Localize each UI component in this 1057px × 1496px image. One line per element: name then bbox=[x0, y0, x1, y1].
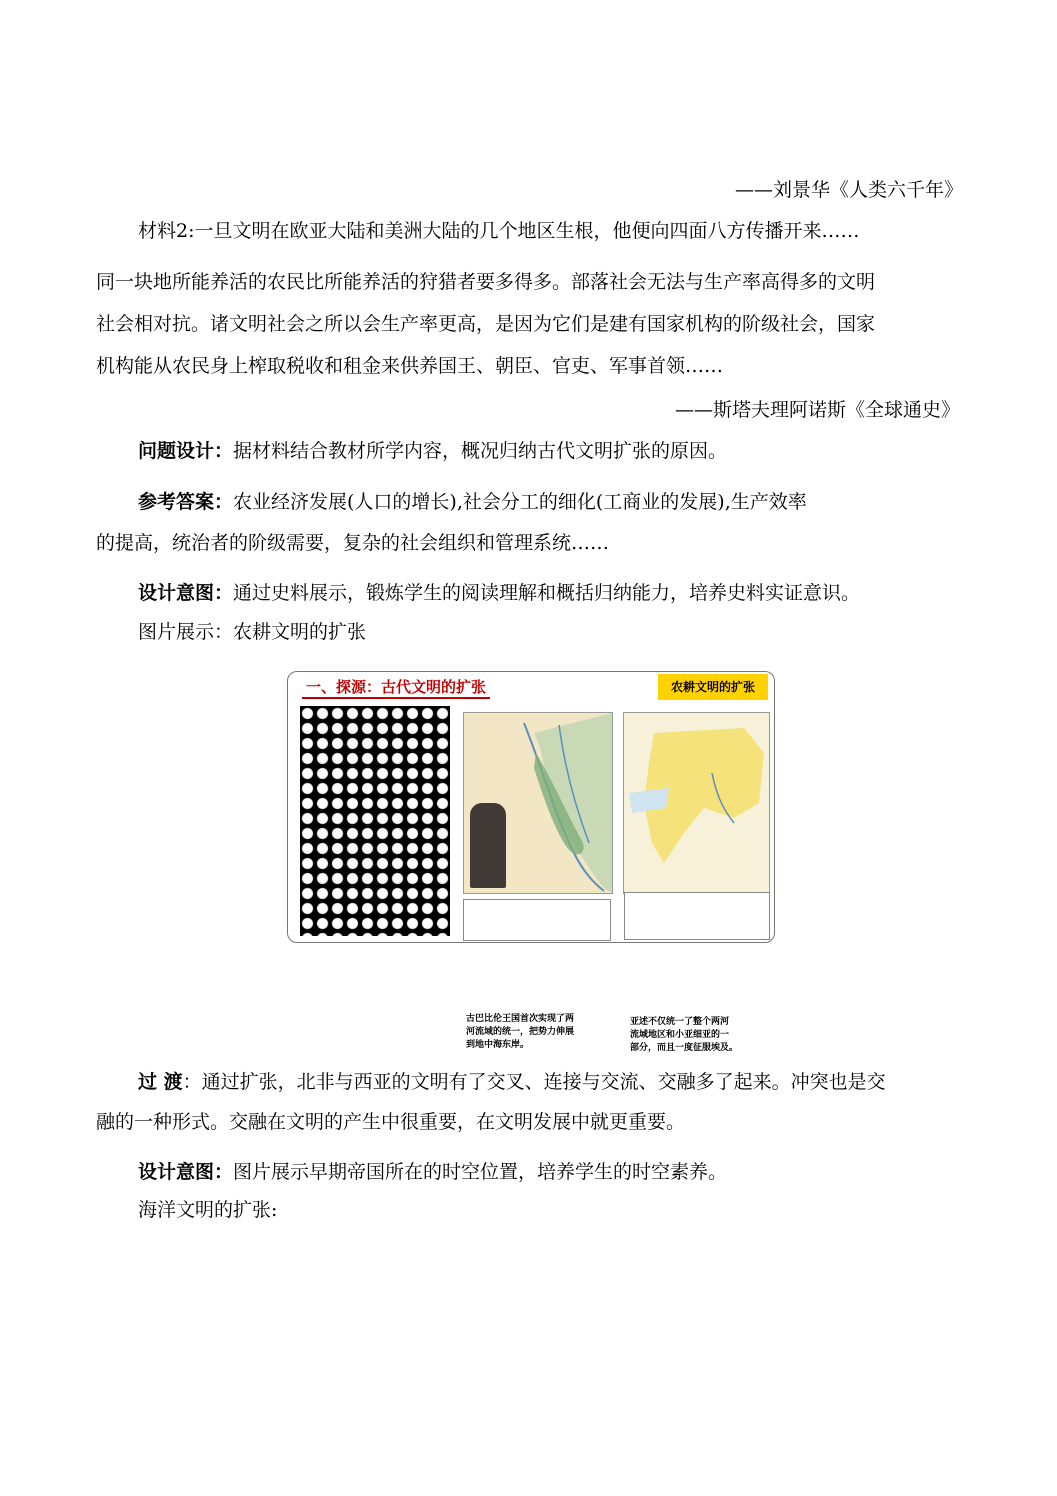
slide-image bbox=[287, 671, 775, 943]
design-intent-1 bbox=[138, 581, 860, 605]
caption-right-line: 亚述不仅统一了整个两河 bbox=[630, 1017, 730, 1027]
caption-box-right bbox=[624, 892, 770, 940]
material2-line1: 材料2:一旦文明在欧亚大陆和美洲大陆的几个地区生根，他便向四面八方传播开来…… bbox=[138, 220, 860, 242]
caption-right bbox=[630, 1016, 738, 1055]
material2-line3: 社会相对抗。诸文明社会之所以会生产率更高，是因为它们是建有国家机构的阶级社会，国家 bbox=[96, 313, 876, 335]
material2-line2: 同一块地所能养活的农民比所能养活的狩猎者要多得多。部落社会无法与生产率高得多的文明 bbox=[96, 271, 876, 293]
assyria-map-drawing bbox=[624, 713, 769, 893]
stele-picture bbox=[470, 803, 506, 888]
caption-right-line: 流域地区和小亚细亚的一 bbox=[630, 1030, 730, 1040]
ocean-heading: 海洋文明的扩张: bbox=[138, 1199, 278, 1221]
slide-tag: 农耕文明的扩张 bbox=[658, 674, 768, 700]
intent1-text: 通过史料展示，锻炼学生的阅读理解和概括归纳能力，培养史料实证意识。 bbox=[233, 582, 861, 604]
material2-source: ——斯塔夫理阿诺斯《全球通史》 bbox=[674, 399, 960, 421]
quote-source-1: ——刘景华《人类六千年》 bbox=[734, 179, 963, 201]
answer-line2: 的提高，统治者的阶级需要，复杂的社会组织和管理系统…… bbox=[96, 532, 610, 554]
transition-label: 过 渡 bbox=[138, 1071, 183, 1093]
slide-title: 一、探源：古代文明的扩张 bbox=[302, 676, 490, 699]
transition-line1 bbox=[138, 1070, 886, 1094]
transition-line2: 融的一种形式。交融在文明的产生中很重要，在文明发展中就更重要。 bbox=[96, 1111, 686, 1133]
caption-left-line: 古巴比伦王国首次实现了两 bbox=[466, 1014, 575, 1024]
caption-box-left bbox=[463, 899, 611, 941]
pattern-image bbox=[300, 706, 450, 936]
question-text: 据材料结合教材所学内容，概况归纳古代文明扩张的原因。 bbox=[233, 440, 728, 462]
babylon-map bbox=[463, 712, 613, 894]
image-intro: 图片展示：农耕文明的扩张 bbox=[138, 621, 367, 643]
question-label: 问题设计： bbox=[138, 440, 234, 462]
answer-text1: 农业经济发展(人口的增长),社会分工的细化(工商业的发展),生产效率 bbox=[233, 491, 807, 513]
intent2-text: 图片展示早期帝国所在的时空位置，培养学生的时空素养。 bbox=[233, 1161, 728, 1183]
material2-line4: 机构能从农民身上榨取税收和租金来供养国王、朝臣、官吏、军事首领…… bbox=[96, 355, 724, 377]
intent1-label: 设计意图： bbox=[138, 582, 234, 604]
transition-text1: ：通过扩张，北非与西亚的文明有了交叉、连接与交流、交融多了起来。冲突也是交 bbox=[182, 1071, 886, 1093]
caption-left-line: 到地中海东岸。 bbox=[466, 1040, 530, 1050]
caption-right-line: 部分，而且一度征服埃及。 bbox=[630, 1043, 739, 1053]
answer-label: 参考答案： bbox=[138, 491, 234, 513]
question-design bbox=[138, 439, 727, 463]
design-intent-2 bbox=[138, 1160, 727, 1184]
intent2-label: 设计意图： bbox=[138, 1161, 234, 1183]
caption-left-line: 河流域的统一，把势力伸展 bbox=[466, 1027, 575, 1037]
answer-line1 bbox=[138, 490, 807, 514]
caption-left bbox=[466, 1013, 574, 1052]
assyria-map bbox=[623, 712, 770, 894]
